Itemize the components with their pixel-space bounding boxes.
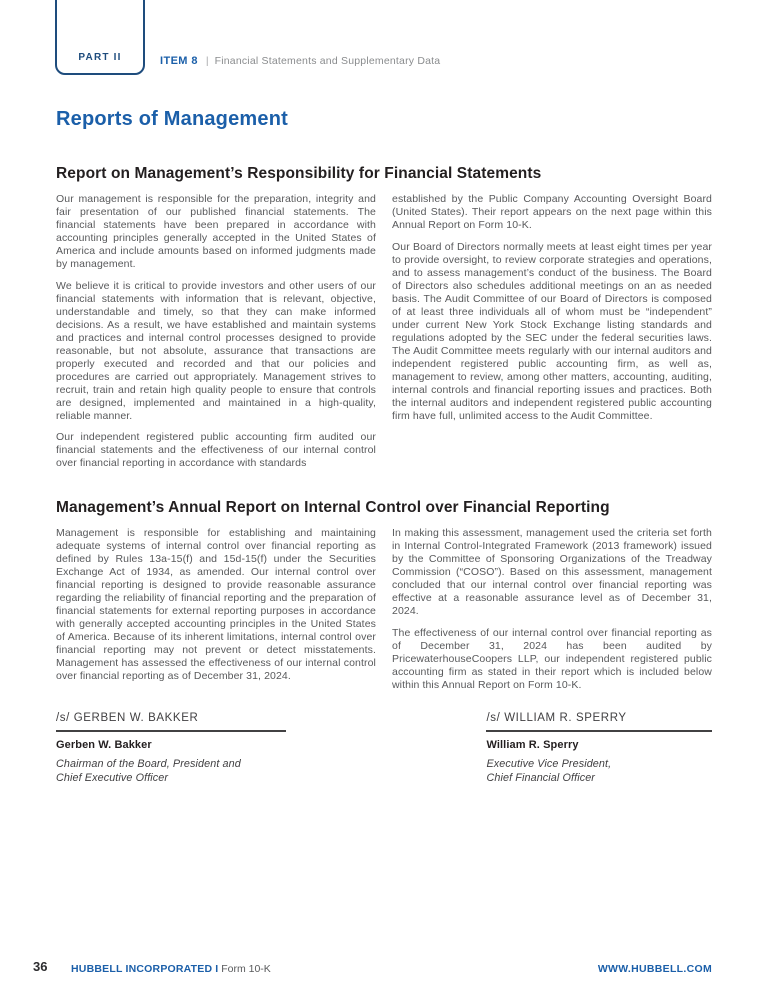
signer-title-line: Chairman of the Board, President and xyxy=(56,757,241,770)
paragraph: Management is responsible for establishing and maintaining adequate systems of internal control over financial reporting as defined by Rules 13a-15(f) and 15d-15(f) under the Securities Exchange Act of 1934, as amended. Our internal control over financial reporting is designed to provide reasonable assurance regarding the reliability of financial reporting and the preparation of financial statements for external reporting purposes in accordance with generally accepted accounting principles in the United States of America. Because of its inherent limitations, internal control over financial reporting may not prevent or detect misstatements. Management has assessed the effectiveness of our internal control over financial reporting as of December 31, 2024. xyxy=(56,527,376,682)
page-footer xyxy=(0,960,768,976)
section-2-columns xyxy=(56,527,712,692)
section-1-right-column xyxy=(392,193,712,470)
section-1-heading: Report on Management’s Responsibility for Financial Statements xyxy=(56,165,542,182)
item-separator: | xyxy=(205,55,209,67)
signer-name: William R. Sperry xyxy=(486,738,579,751)
signature-block-cfo xyxy=(486,712,712,785)
item-description: Financial Statements and Supplementary Data xyxy=(214,55,441,67)
paragraph: In making this assessment, management used the criteria set forth in Internal Control-Integrated Framework (2013 framework) issued by the Committee of Sponsoring Organizations of the Treadway Commission (“COSO”). Based on this assessment, management concluded that our internal control over financial reporting was effective at a reasonable assurance level as of December 31, 2024. xyxy=(392,527,712,617)
section-1-columns xyxy=(56,193,712,470)
paragraph: established by the Public Company Accounting Oversight Board (United States). Their report appears on the next page within this Annual Report on Form 10-K. xyxy=(392,193,712,231)
paragraph: The effectiveness of our internal control over financial reporting as of December 31, 2024 has been audited by PricewaterhouseCoopers LLP, our independent registered public accounting firm as stated in their report which is included below within this Annual Report on Form 10-K. xyxy=(392,626,712,691)
signer-name: Gerben W. Bakker xyxy=(56,738,152,751)
section-2-left-column xyxy=(56,527,376,692)
part-label: PART II xyxy=(78,52,122,63)
section-2-heading: Management’s Annual Report on Internal Control over Financial Reporting xyxy=(56,499,610,516)
footer-company: HUBBELL INCORPORATED xyxy=(71,963,213,975)
paragraph: Our independent registered public accounting firm audited our financial statements and the effectiveness of our internal control over financial reporting in accordance with standards xyxy=(56,431,376,469)
part-tab xyxy=(55,0,145,75)
signature-row xyxy=(56,712,712,785)
signer-title-line: Chief Executive Officer xyxy=(56,771,169,784)
section-2-right-column xyxy=(392,527,712,692)
signature-text: /s/ WILLIAM R. SPERRY xyxy=(486,711,627,724)
signer-title-line: Chief Financial Officer xyxy=(486,771,595,784)
footer-company-group xyxy=(71,962,271,976)
page-content xyxy=(0,107,768,785)
page-title: Reports of Management xyxy=(56,108,289,130)
item-label: ITEM 8 xyxy=(160,55,198,67)
signature-rule xyxy=(486,730,712,732)
section-1-left-column xyxy=(56,193,376,470)
signature-text: /s/ GERBEN W. BAKKER xyxy=(56,711,199,724)
signer-title xyxy=(56,757,286,785)
paragraph: Our management is responsible for the preparation, integrity and fair presentation of our published financial statements. The financial statements have been prepared in accordance with accounting principles generally accepted in the United States of America and include amounts based on informed judgments made by management. xyxy=(56,193,376,270)
footer-website: WWW.HUBBELL.COM xyxy=(597,963,712,975)
footer-separator: I xyxy=(215,963,219,975)
item-header xyxy=(160,55,440,68)
signer-title-line: Executive Vice President, xyxy=(486,757,612,770)
signature-block-ceo xyxy=(56,712,286,785)
signer-title xyxy=(486,757,712,785)
signature-rule xyxy=(56,730,286,732)
paragraph: We believe it is critical to provide investors and other users of our financial statements with information that is relevant, objective, understandable and timely, so that they can make informed decisions. As a result, we have established and maintain systems and practices and internal control processes designed to provide reasonable, but not absolute, assurance that transactions are properly executed and recorded and that our policies and procedures are carried out appropriately. Management strives to recruit, train and retain high quality people to ensure that controls are designed, implemented and maintained in a high-quality, reliable manner. xyxy=(56,279,376,422)
page-number: 36 xyxy=(33,959,48,974)
paragraph: Our Board of Directors normally meets at least eight times per year to provide oversight, to review corporate strategies and operations, and to assess management’s conduct of the business. The Board of Directors also schedules additional meetings on an as needed basis. The Audit Committee of our Board of Directors is composed of at least three individuals all of whom must be “independent” under current New York Stock Exchange listing standards and regulations adopted by the SEC under the federal securities laws. The Audit Committee meets regularly with our internal auditors and independent registered public accounting firm, as well as, management to review, among other matters, accounting, auditing, internal controls and financial reporting issues and practices. Both the internal auditors and independent registered public accounting firm have full, unlimited access to the Audit Committee. xyxy=(392,240,712,422)
footer-form-label: Form 10-K xyxy=(221,963,271,975)
